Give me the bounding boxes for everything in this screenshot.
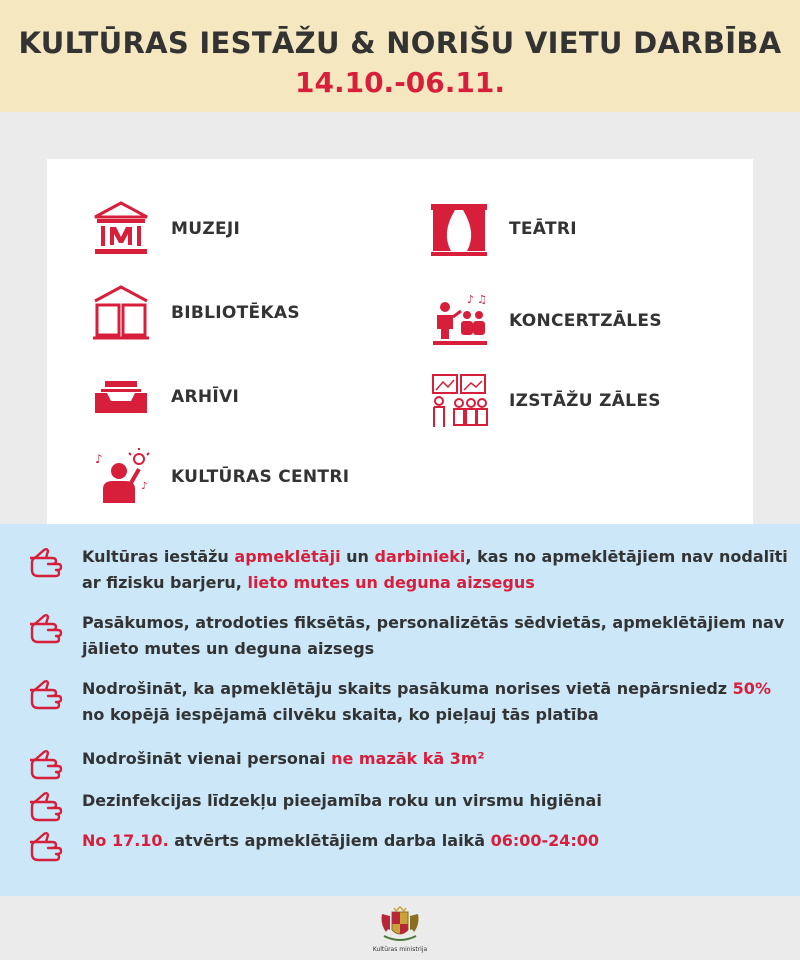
venue-archives xyxy=(89,365,239,429)
venue-theatres xyxy=(427,197,577,261)
venue-concert-halls xyxy=(427,289,662,353)
pointing-hand-icon xyxy=(28,830,68,862)
venue-label: ARHĪVI xyxy=(171,387,240,407)
page-title: KULTŪRAS IESTĀŽU & NORIŠU VIETU DARBĪBA xyxy=(18,26,782,60)
venue-exhibition-halls xyxy=(427,369,661,433)
pointing-hand-icon xyxy=(28,612,68,644)
library-book-icon xyxy=(89,281,153,345)
pointing-hand-icon xyxy=(28,790,68,822)
concert-icon xyxy=(427,289,491,353)
venue-label: IZSTĀŽU ZĀLES xyxy=(509,391,661,411)
rule-text: Nodrošināt, ka apmeklētāju skaits pasākuma norises vietā nepārsniedz 50% no kopējā iespējamā cilvēku skaita, ko pieļauj tās platība xyxy=(82,679,771,724)
rule-item xyxy=(28,746,788,780)
rule-item xyxy=(28,544,788,596)
ministry-name: Kultūras ministrija xyxy=(372,946,428,953)
venue-label: TEĀTRI xyxy=(509,219,577,239)
rule-text: Pasākumos, atrodoties fiksētās, personalizētās sēdvietās, apmeklētājiem nav jālieto mutes un deguna aizsegs xyxy=(82,613,785,658)
rule-item xyxy=(28,788,788,822)
header-banner xyxy=(0,0,800,112)
archive-tray-icon xyxy=(89,365,153,429)
svg-text:♪: ♪ xyxy=(141,481,148,492)
venues-card xyxy=(47,159,753,524)
rules-section xyxy=(0,524,800,896)
venue-libraries xyxy=(89,281,300,345)
rule-text: Kultūras iestāžu apmeklētāji un darbinieki, kas no apmeklētājiem nav nodalīti ar fizisku barjeru, lieto mutes un deguna aizsegus xyxy=(82,547,788,592)
rule-text: Dezinfekcijas līdzekļu pieejamība roku un virsmu higiēnai xyxy=(82,791,602,810)
svg-text:♪: ♪ xyxy=(467,293,475,306)
theatre-icon xyxy=(427,197,491,261)
venue-label: KULTŪRAS CENTRI xyxy=(171,467,350,487)
pointing-hand-icon xyxy=(28,678,68,710)
venue-museums xyxy=(89,197,240,261)
coat-of-arms-icon xyxy=(378,906,422,946)
svg-text:♪: ♪ xyxy=(95,452,103,466)
museum-icon xyxy=(89,197,153,261)
svg-text:♫: ♫ xyxy=(477,293,487,306)
pointing-hand-icon xyxy=(28,546,68,578)
pointing-hand-icon xyxy=(28,748,68,780)
singer-icon xyxy=(89,445,153,509)
date-range: 14.10.-06.11. xyxy=(294,66,506,99)
rule-item xyxy=(28,828,788,862)
venue-culture-centres xyxy=(89,445,349,509)
rule-item xyxy=(28,610,788,662)
rule-item xyxy=(28,676,788,728)
venue-label: MUZEJI xyxy=(171,219,241,239)
venue-label: KONCERTZĀLES xyxy=(509,311,662,331)
exhibition-icon xyxy=(427,369,491,433)
venue-label: BIBLIOTĒKAS xyxy=(171,303,300,323)
rule-text: No 17.10. atvērts apmeklētājiem darba laikā 06:00-24:00 xyxy=(82,831,600,850)
rule-text: Nodrošināt vienai personai ne mazāk kā 3m² xyxy=(82,749,485,768)
